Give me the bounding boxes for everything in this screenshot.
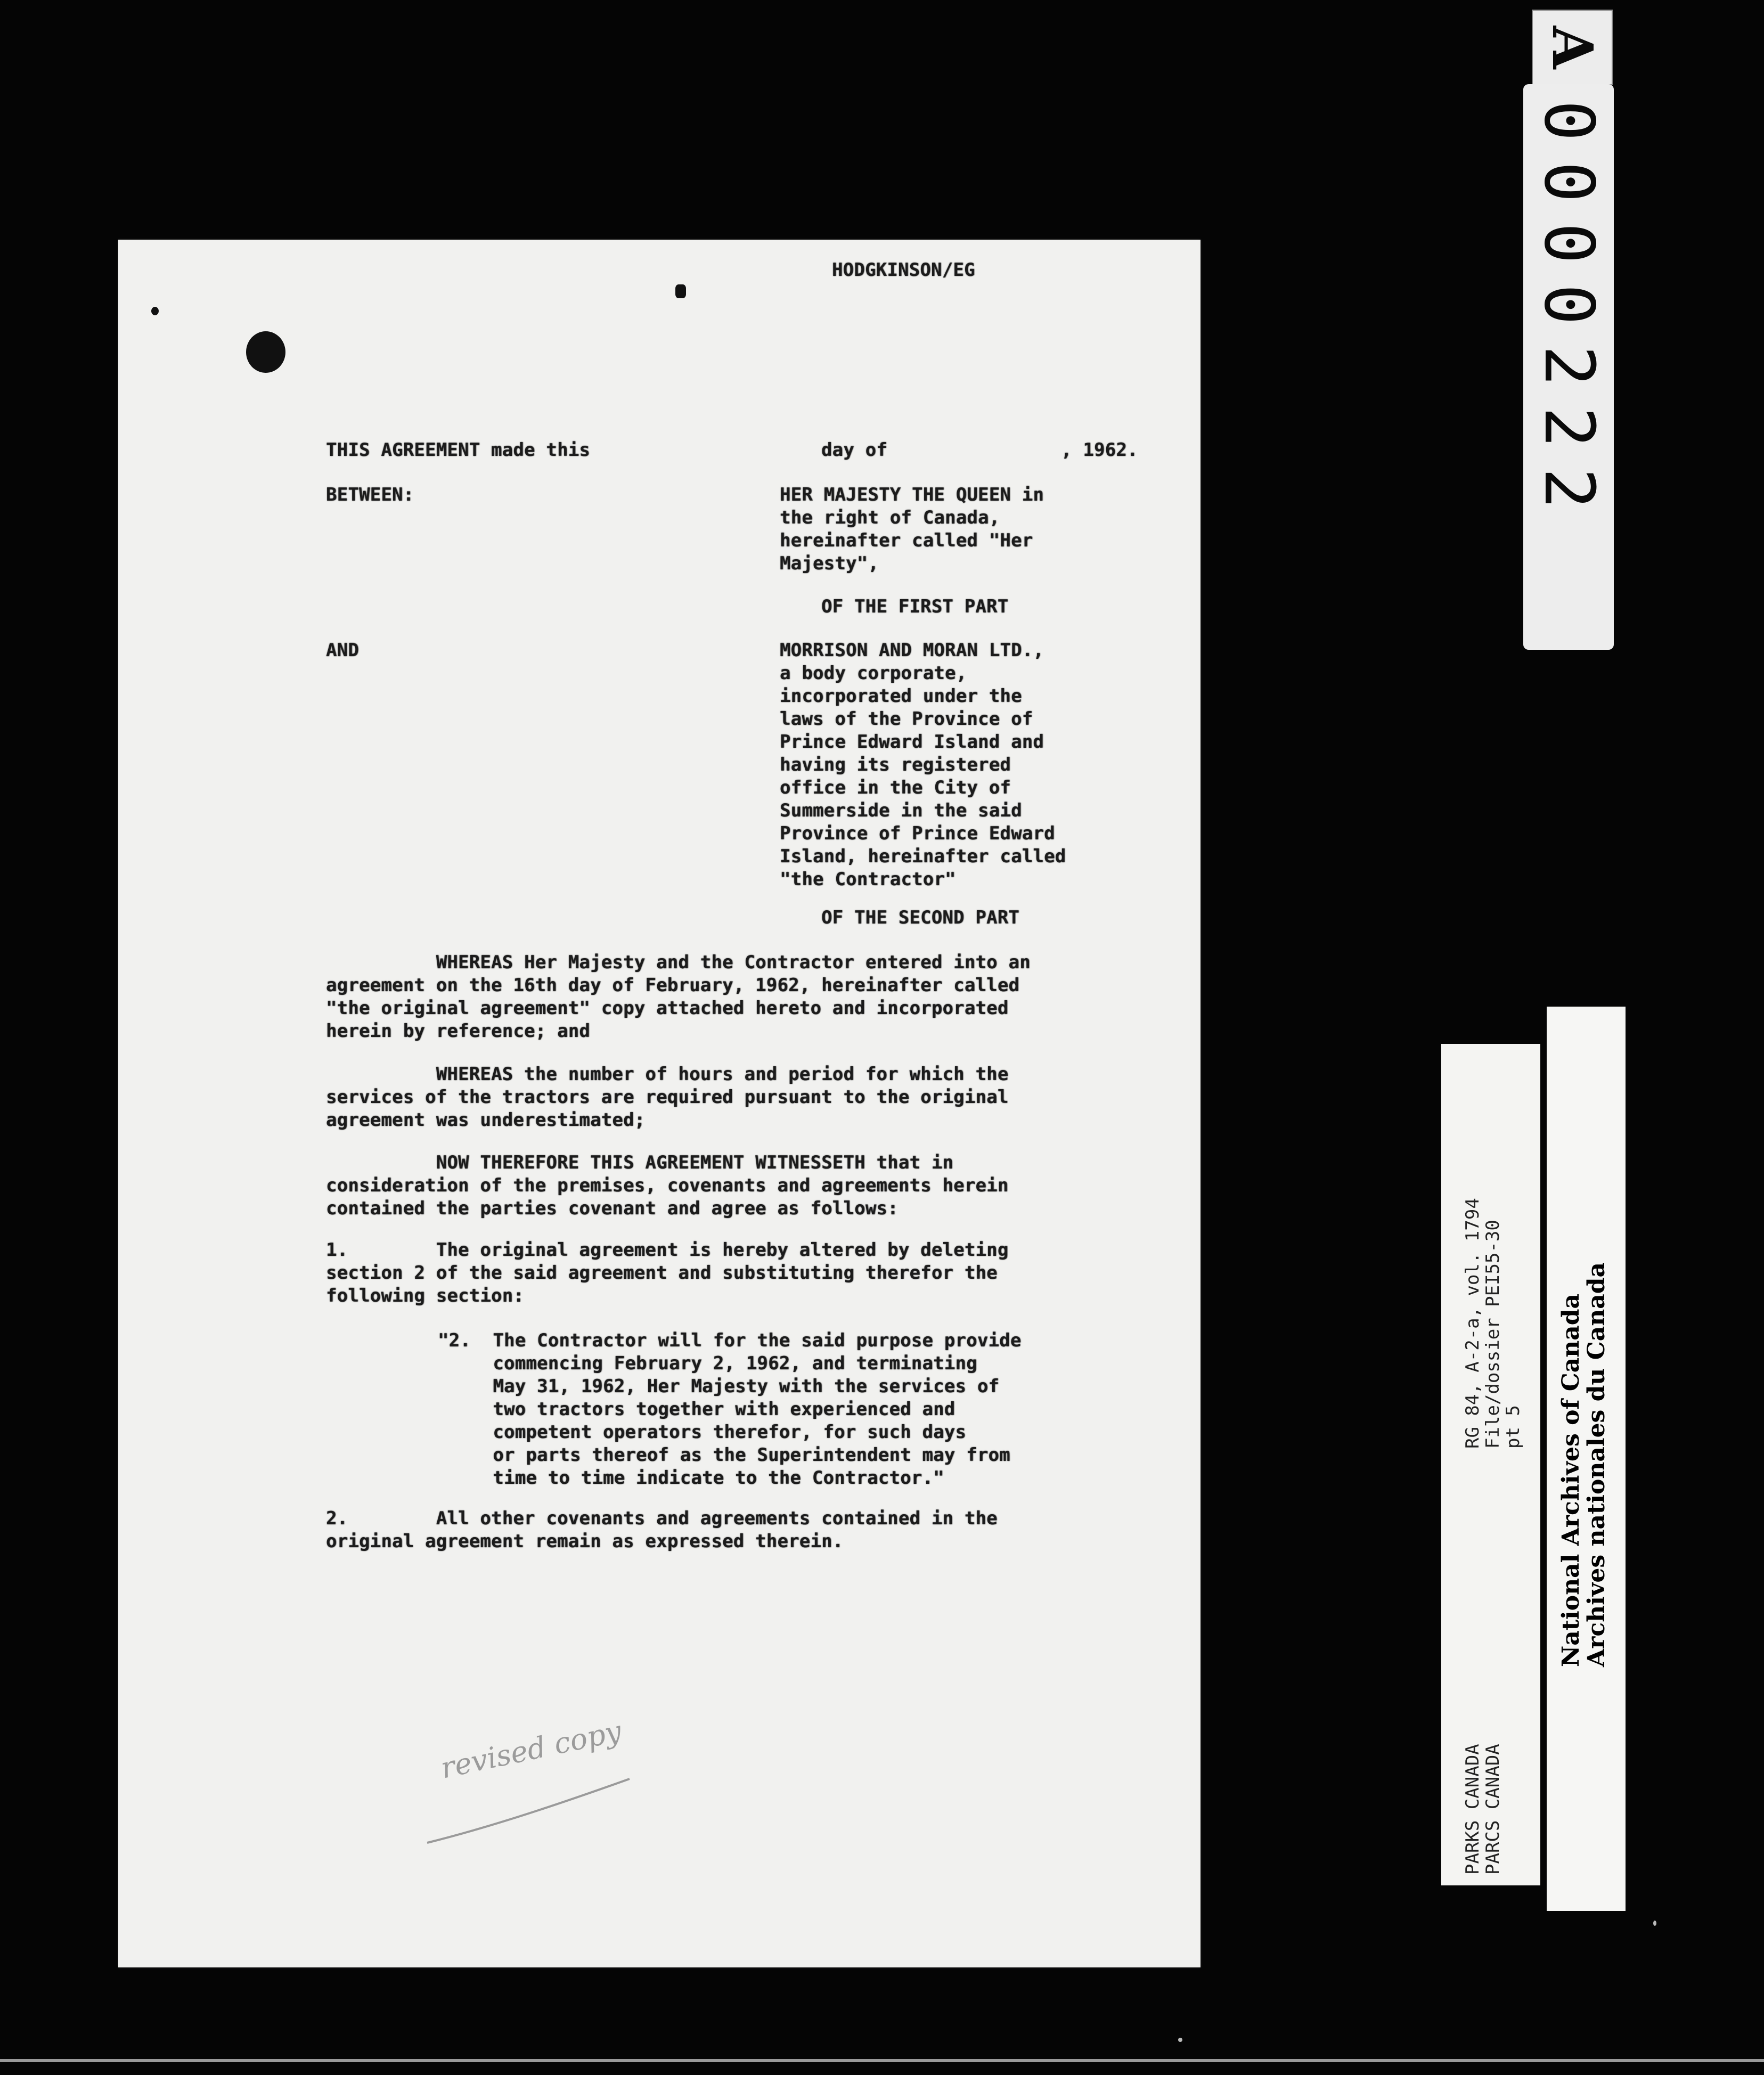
first-party-line: hereinafter called "Her (780, 530, 1033, 551)
reference-code: HODGKINSON/EG (832, 259, 975, 281)
reference-block (1463, 1044, 1523, 1449)
paragraph-line: section 2 of the said agreement and substituting therefor the (326, 1262, 998, 1284)
second-party-line: MORRISON AND MORAN LTD., (780, 640, 1044, 661)
agreement-intro: THIS AGREEMENT made this (326, 439, 591, 461)
quote-line: May 31, 1962, Her Majesty with the services of (438, 1376, 1000, 1397)
quote-line: commencing February 2, 1962, and terminating (438, 1353, 977, 1374)
handwritten-note-text: revised copy (438, 1714, 625, 1785)
frame-number: 0000222 (1529, 100, 1608, 529)
paragraph-line: agreement on the 16th day of February, 1962, hereinafter called (326, 975, 1020, 996)
second-party-line: Summerside in the said (780, 800, 1022, 821)
scan-edge-line (0, 2059, 1764, 2062)
paragraph-line: NOW THEREFORE THIS AGREEMENT WITNESSETH that in (326, 1152, 954, 1173)
second-party-line: Prince Edward Island and (780, 731, 1044, 753)
ink-speck (151, 307, 159, 315)
paragraph-line: 1. The original agreement is hereby altered by deleting (326, 1239, 1009, 1261)
handwritten-note (416, 1714, 683, 1859)
paragraph-line: contained the parties covenant and agree as follows: (326, 1198, 899, 1219)
second-party-line: "the Contractor" (780, 869, 956, 890)
dust-speck (1178, 2038, 1182, 2042)
ink-speck (675, 284, 686, 298)
paragraph-line: "the original agreement" copy attached hereto and incorporated (326, 998, 1009, 1019)
second-party-line: having its registered (780, 754, 1011, 775)
document-page (118, 240, 1200, 1967)
second-party-line: Island, hereinafter called (780, 846, 1066, 867)
paragraph-line: herein by reference; and (326, 1020, 591, 1042)
parks-canada-label (1441, 1044, 1540, 1885)
ink-blot (246, 331, 285, 373)
archives-block (1558, 1241, 1610, 1667)
quote-line: time to time indicate to the Contractor." (438, 1467, 944, 1489)
second-party-line: Province of Prince Edward (780, 823, 1055, 844)
frame-letter-tag (1532, 10, 1613, 85)
reference-line: pt 5 (1502, 1405, 1524, 1449)
agency-block (1463, 1662, 1503, 1875)
quote-line: competent operators therefor, for such days (438, 1422, 967, 1443)
paragraph-line: original agreement remain as expressed therein. (326, 1531, 844, 1552)
national-archives-label (1547, 1007, 1626, 1911)
reference-line: File/dossier PEI55-30 (1482, 1220, 1504, 1449)
paragraph-line: services of the tractors are required pursuant to the original (326, 1086, 1009, 1108)
frame-number-tag (1523, 84, 1614, 650)
dust-speck (1653, 1921, 1656, 1926)
agency-line: PARKS CANADA (1462, 1744, 1483, 1875)
second-party-line: a body corporate, (780, 663, 967, 684)
first-party-role: OF THE FIRST PART (821, 596, 1009, 617)
agreement-day: day of (821, 439, 888, 461)
reference-line: RG 84, A-2-a, vol. 1794 (1462, 1198, 1483, 1449)
paragraph-line: consideration of the premises, covenants and agreements herein (326, 1175, 1009, 1196)
paragraph-line: 2. All other covenants and agreements contained in the (326, 1508, 998, 1529)
paragraph-line: agreement was underestimated; (326, 1109, 646, 1131)
second-party-label: AND (326, 640, 360, 661)
first-party-line: Majesty", (780, 553, 879, 574)
quote-line: "2. The Contractor will for the said purpose provide (438, 1330, 1022, 1351)
first-party-line: the right of Canada, (780, 507, 1000, 528)
agency-line: PARCS CANADA (1482, 1744, 1504, 1875)
quote-line: two tractors together with experienced and (438, 1399, 956, 1420)
paragraph-line: following section: (326, 1285, 525, 1306)
first-party-line: HER MAJESTY THE QUEEN in (780, 484, 1044, 505)
second-party-role: OF THE SECOND PART (821, 907, 1020, 928)
second-party-line: laws of the Province of (780, 708, 1033, 730)
second-party-line: office in the City of (780, 777, 1011, 798)
quote-line: or parts thereof as the Superintendent may from (438, 1444, 1010, 1466)
first-party-label: BETWEEN: (326, 484, 414, 505)
agreement-year: , 1962. (1061, 439, 1138, 461)
frame-letter: A (1540, 26, 1605, 69)
second-party-line: incorporated under the (780, 685, 1022, 707)
archives-line-fr: Archives nationales du Canada (1583, 1262, 1610, 1667)
archives-line-en: National Archives of Canada (1557, 1293, 1585, 1667)
paragraph-line: WHEREAS Her Majesty and the Contractor entered into an (326, 952, 1031, 973)
paragraph-line: WHEREAS the number of hours and period for which the (326, 1064, 1009, 1085)
